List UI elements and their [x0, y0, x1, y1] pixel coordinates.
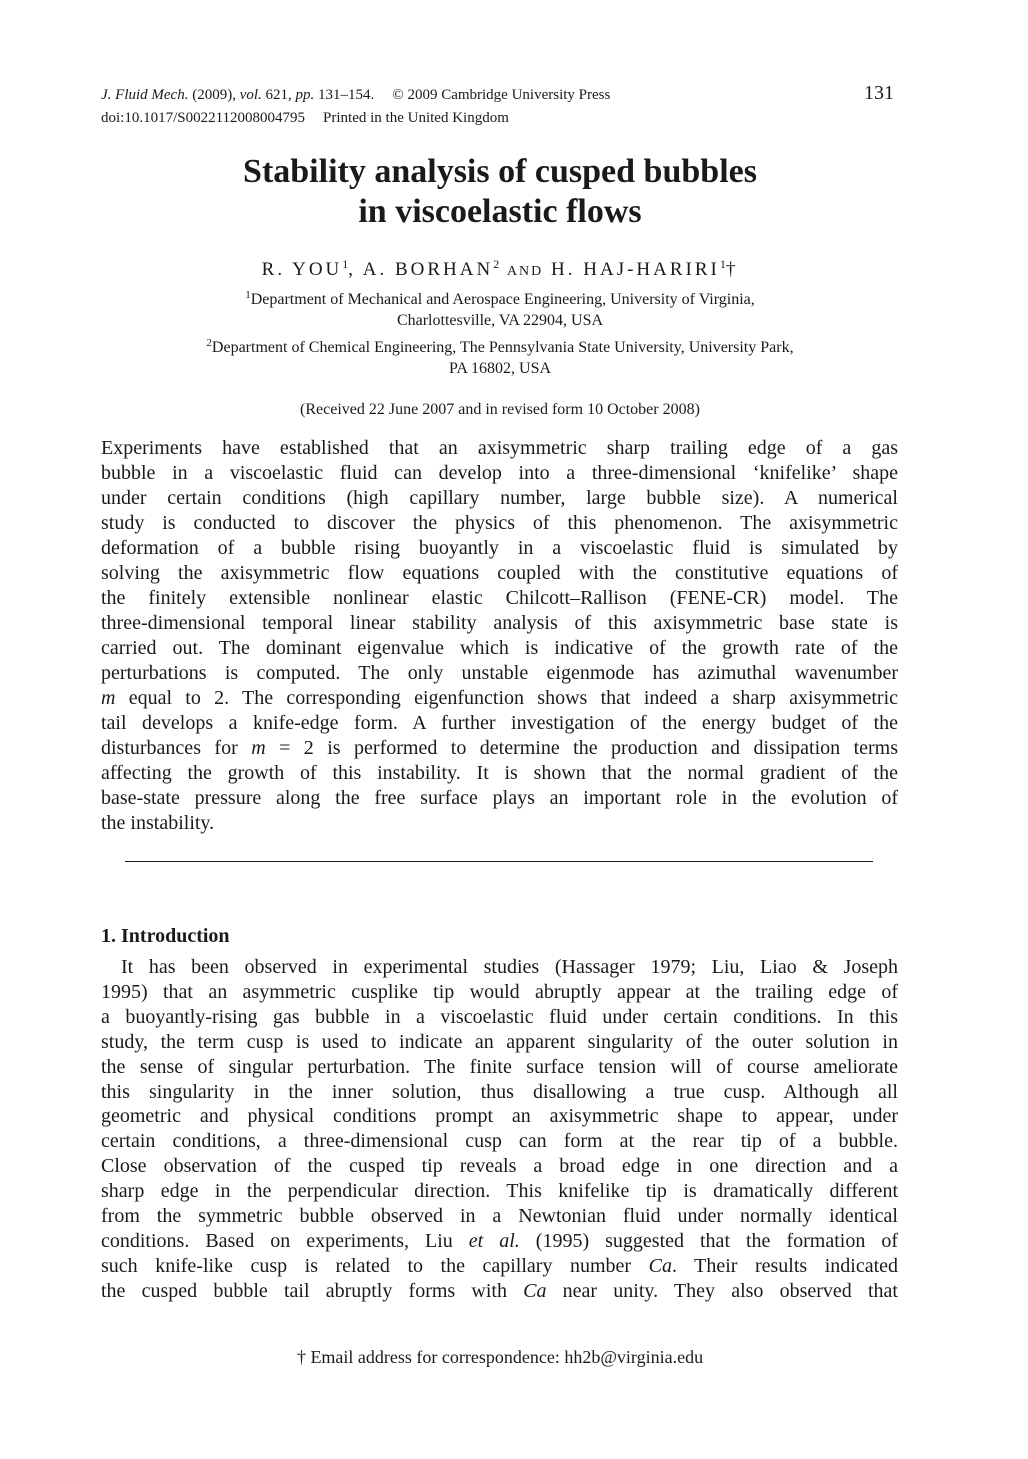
doi-line [101, 109, 509, 127]
paper-title-line-1: Stability analysis of cusped bubbles [243, 153, 757, 190]
affiliation-1: $^1$Department of Mechanical and Aerospace Engineering, University of Virginia, Charlottesville, VA 22904, USA [245, 289, 755, 329]
paper-title-line-2: in viscoelastic flows [358, 193, 642, 230]
introduction-text: It has been observed in experimental studies (Hassager 1979; Liu, Liao & Joseph 1995) that an asymmetric cusplike tip would abruptly appear at the trailing edge of a buoyantly-rising gas bubble in a viscoelastic fluid under certain conditions. In this study, the term cusp is used to indicate an apparent singularity of the outer solution in the sense of singular perturbation. The finite surface tension will of course ameliorate this singularity in the inner solution, thus disallowing a true cusp. Although all geometric and physical conditions prompt an axisymmetric shape to appear, under certain conditions, a three-dimensional cusp can form at the rear tip of a bubble. Close observation of the cusped tip reveals a broad edge in one direction and a sharp edge in the perpendicular direction. This knifelike tip is dramatically different from the symmetric bubble observed in a Newtonian fluid under normally identical conditions. Based on experiments, Liu et al. (1995) suggested that the formation of such knife-like cusp is related to the capillary number Ca. Their results indicated the cusped bubble tail abruptly forms with Ca near unity. They also observed that [101, 956, 899, 1302]
journal-citation: J. Fluid Mech. (2009), vol. 621, pp. 131–154. © 2009 Cambridge University Press [101, 87, 611, 103]
affiliation-2: $^2$Department of Chemical Engineering, The Pennsylvania State University, University Park, PA 16802, USA [206, 337, 794, 377]
author-list: R. YOU$^1$, A. BORHAN$^2$ AND H. HAJ-HARIRI$^1$† [261, 257, 739, 280]
printed-note: Printed in the United Kingdom [323, 110, 509, 126]
abstract: Experiments have established that an axisymmetric sharp trailing edge of a gas bubble in a viscoelastic fluid can develop into a three-dimensional ‘knifelike’ shape under certain conditions (high capillary number, large bubble size). A numerical study is conducted to discover the physics of this phenomenon. The axisymmetric deformation of a bubble rising buoyantly in a viscoelastic fluid is simulated by solving the axisymmetric flow equations coupled with the constitutive equations of the finitely extensible nonlinear elastic Chilcott–Rallison (FENE-CR) model. The three-dimensional temporal linear stability analysis of this axisymmetric base state is carried out. The dominant eigenvalue which is indicative of the growth rate of the perturbations is computed. The only unstable eigenmode has azimuthal wavenumber m equal to 2. The corresponding eigenfunction shows that indeed a sharp axisymmetric tail develops a knife-edge form. A further investigation of the energy budget of the disturbances for m = 2 is performed to determine the production and dissipation terms affecting the growth of this instability. It is shown that the normal gradient of the base-state pressure along the free surface plays an important role in the evolution of the instability. [101, 437, 898, 834]
correspondence-footnote: † Email address for correspondence: hh2b@virginia.edu [296, 1347, 704, 1367]
page-number: 131 [864, 82, 894, 104]
doi: doi:10.1017/S0022112008004795 [101, 110, 306, 126]
copyright: © 2009 Cambridge University Press [392, 87, 611, 103]
received-dates: (Received 22 June 2007 and in revised form 10 October 2008) [300, 401, 700, 418]
abstract-divider [125, 861, 873, 862]
section-heading: 1. Introduction [101, 925, 230, 947]
